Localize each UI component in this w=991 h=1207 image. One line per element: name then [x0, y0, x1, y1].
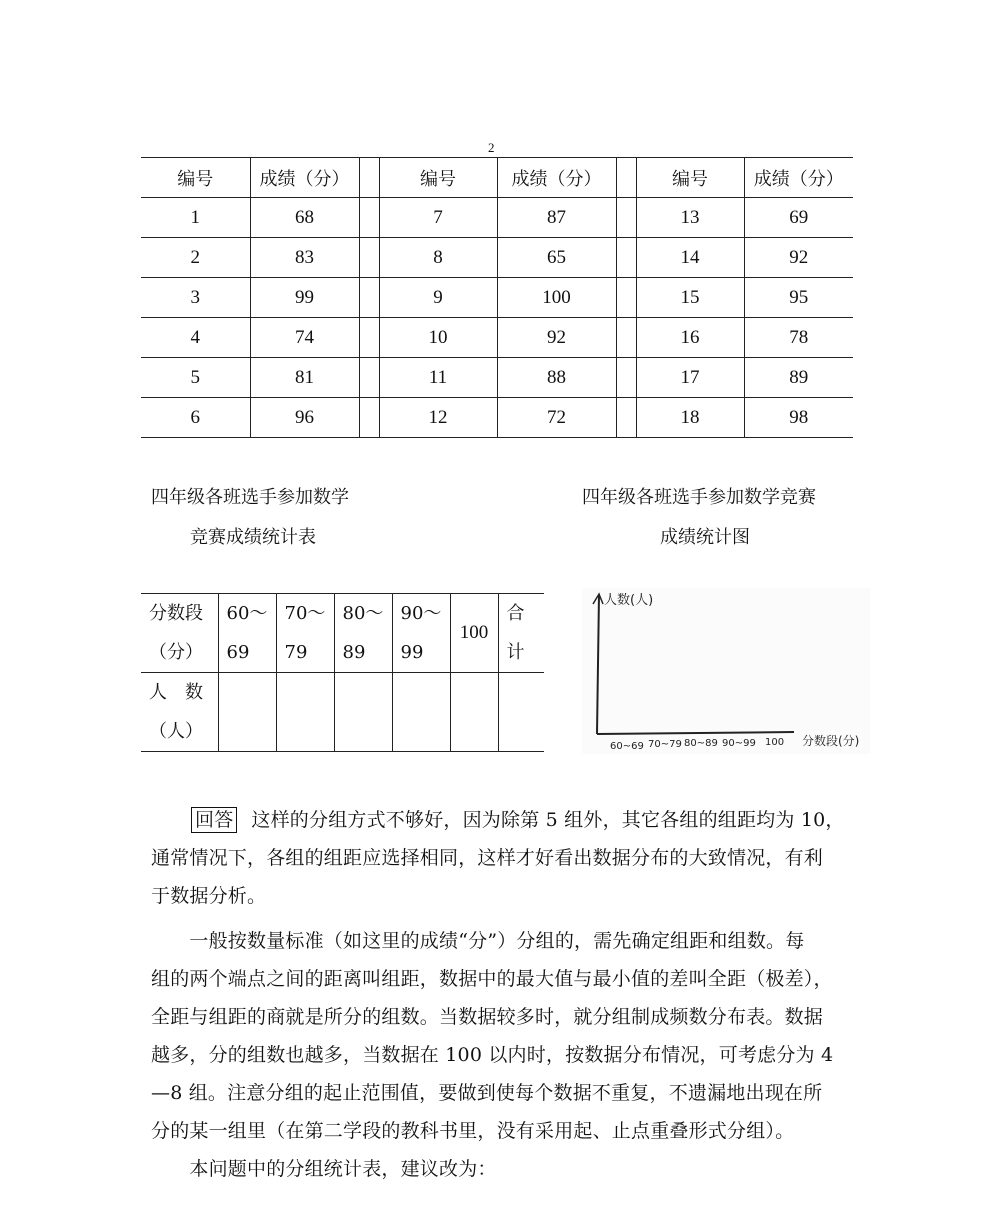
cell-score: 98 — [744, 398, 853, 438]
column-gap — [616, 318, 636, 358]
empty-count-cell — [392, 673, 450, 752]
cell-id: 2 — [141, 238, 250, 278]
column-gap — [359, 198, 379, 238]
header-id: 编号 — [379, 158, 497, 198]
column-gap — [616, 278, 636, 318]
answer-text: 这样的分组方式不够好，因为除第 5 组外，其它各组的组距均为 10， — [251, 809, 845, 831]
header-id: 编号 — [636, 158, 744, 198]
cell-score: 100 — [497, 278, 616, 318]
group-stats-table — [141, 593, 544, 752]
header-score: 成绩（分） — [497, 158, 616, 198]
empty-count-cell — [276, 673, 334, 752]
cell-id: 17 — [636, 358, 744, 398]
range-cell: 80～ 89 — [334, 594, 392, 673]
table-caption-line2: 竞赛成绩统计表 — [190, 527, 316, 548]
count-row — [141, 673, 544, 752]
cell-id: 10 — [379, 318, 497, 358]
page-number: 2 — [488, 140, 495, 155]
cell-id: 7 — [379, 198, 497, 238]
answer-line: 于数据分析。 — [151, 885, 267, 907]
range-cell: 90～ 99 — [392, 594, 450, 673]
column-gap — [359, 398, 379, 438]
cell-score: 88 — [497, 358, 616, 398]
empty-count-cell — [498, 673, 544, 752]
explanation-paragraph — [151, 922, 851, 1150]
cell-score: 87 — [497, 198, 616, 238]
table-row — [141, 238, 853, 278]
cell-score: 92 — [497, 318, 616, 358]
explanation-line: 一般按数量标准（如这里的成绩“分”）分组的，需先确定组距和组数。每 — [151, 930, 805, 952]
table-row — [141, 198, 853, 238]
column-gap — [616, 358, 636, 398]
cell-id: 9 — [379, 278, 497, 318]
cell-id: 14 — [636, 238, 744, 278]
cell-score: 72 — [497, 398, 616, 438]
hand-drawn-chart — [582, 588, 870, 754]
total-header-cell: 合 计 — [498, 594, 544, 673]
table-row — [141, 278, 853, 318]
chart-caption-line1: 四年级各班选手参加数学竞赛 — [582, 487, 816, 508]
cell-score: 83 — [250, 238, 359, 278]
cell-id: 8 — [379, 238, 497, 278]
x-tick-label: 100 — [765, 737, 785, 748]
header-score: 成绩（分） — [744, 158, 853, 198]
table-row — [141, 358, 853, 398]
column-gap — [359, 158, 379, 198]
cell-id: 12 — [379, 398, 497, 438]
cell-score: 95 — [744, 278, 853, 318]
cell-score: 96 — [250, 398, 359, 438]
column-gap — [616, 398, 636, 438]
explanation-line: —8 组。注意分组的起止范围值，要做到使每个数据不重复，不遗漏地出现在所 — [151, 1082, 823, 1104]
column-gap — [616, 198, 636, 238]
cell-score: 81 — [250, 358, 359, 398]
chart-caption-line2: 成绩统计图 — [660, 527, 750, 548]
empty-count-cell — [218, 673, 276, 752]
count-label-cell: 人 数 （人） — [141, 673, 218, 752]
cell-score: 89 — [744, 358, 853, 398]
x-axis-label: 分数段(分) — [802, 734, 860, 748]
suggestion-line: 本问题中的分组统计表，建议改为： — [151, 1158, 497, 1180]
table-header-row — [141, 158, 853, 198]
column-gap — [359, 358, 379, 398]
table-caption-line1: 四年级各班选手参加数学 — [151, 487, 349, 508]
x-tick-label: 70~79 — [648, 739, 682, 750]
cell-id: 1 — [141, 198, 250, 238]
header-score: 成绩（分） — [250, 158, 359, 198]
cell-id: 15 — [636, 278, 744, 318]
cell-id: 11 — [379, 358, 497, 398]
column-gap — [616, 158, 636, 198]
table-row — [141, 318, 853, 358]
range-cell: 70～ 79 — [276, 594, 334, 673]
y-axis-label: 人数(人) — [604, 593, 654, 608]
x-tick-label: 90~99 — [722, 738, 756, 749]
table-row — [141, 398, 853, 438]
explanation-line: 分的某一组里（在第二学段的教科书里，没有采用起、止点重叠形式分组）。 — [151, 1120, 795, 1142]
cell-score: 69 — [744, 198, 853, 238]
answer-first-line — [151, 801, 851, 839]
answer-line: 通常情况下，各组的组距应选择相同，这样才好看出数据分布的大致情况，有利 — [151, 847, 824, 869]
cell-score: 74 — [250, 318, 359, 358]
column-gap — [359, 278, 379, 318]
x-tick-label: 60~69 — [610, 741, 644, 752]
explanation-line: 全距与组距的商就是所分的组数。当数据较多时，就分组制成频数分布表。数据 — [151, 1006, 824, 1028]
cell-id: 5 — [141, 358, 250, 398]
cell-score: 65 — [497, 238, 616, 278]
group-header-row — [141, 594, 544, 673]
cell-id: 18 — [636, 398, 744, 438]
cell-id: 6 — [141, 398, 250, 438]
cell-id: 16 — [636, 318, 744, 358]
explanation-line: 组的两个端点之间的距离叫组距，数据中的最大值与最小值的差叫全距（极差）， — [151, 968, 833, 990]
column-gap — [359, 238, 379, 278]
cell-score: 92 — [744, 238, 853, 278]
cell-id: 4 — [141, 318, 250, 358]
cell-score: 68 — [250, 198, 359, 238]
column-gap — [616, 238, 636, 278]
x-tick-label: 80~89 — [684, 738, 718, 749]
range-header-cell: 分数段 （分） — [141, 594, 218, 673]
cell-score: 99 — [250, 278, 359, 318]
range-cell-100: 100 — [450, 594, 498, 673]
header-id: 编号 — [141, 158, 250, 198]
cell-id: 13 — [636, 198, 744, 238]
range-cell: 60～ 69 — [218, 594, 276, 673]
cell-id: 3 — [141, 278, 250, 318]
empty-count-cell — [450, 673, 498, 752]
empty-count-cell — [334, 673, 392, 752]
explanation-line: 越多，分的组数也越多，当数据在 100 以内时，按数据分布情况，可考虑分为 4 — [151, 1044, 834, 1066]
cell-score: 78 — [744, 318, 853, 358]
score-table — [141, 157, 853, 438]
answer-paragraph — [151, 801, 851, 915]
answer-tag: 回答 — [191, 807, 237, 833]
column-gap — [359, 318, 379, 358]
